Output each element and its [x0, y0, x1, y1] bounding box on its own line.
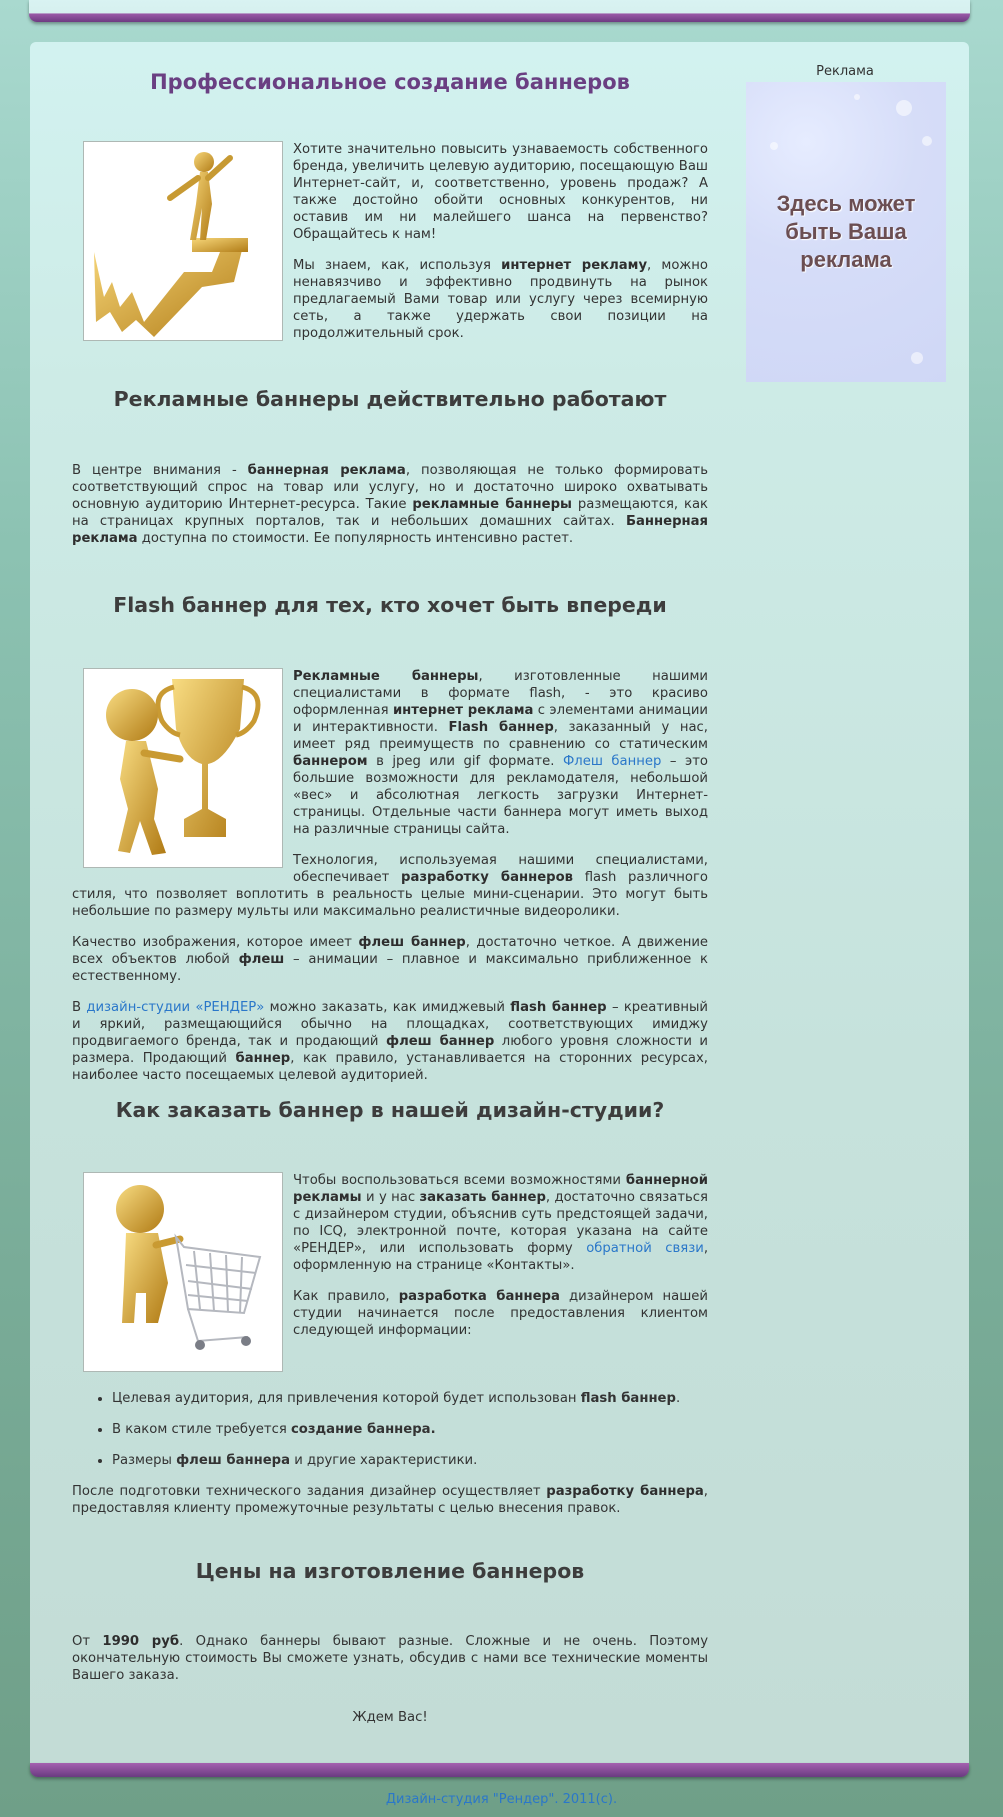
prices-paragraph: От 1990 руб. Однако баннеры бывают разные. Сложные и не очень. Поэтому окончательную стоимость Вы сможете узнать, обсудив с нами все технические моменты Вашего заказа.	[72, 1634, 708, 1683]
intro-paragraph-2: Мы знаем, как, используя интернет рекламу, можно ненавязчиво и эффективно продвинуть на рынок предлагаемый Вами товар или услугу через всемирную сеть, а также удержать свои позиции на продолжительный срок.	[293, 258, 708, 341]
order-paragraph-2: Как правило, разработка баннера дизайнером нашей студии начинается после предоставления клиентом следующей информации:	[293, 1289, 708, 1338]
list-item: • Целевая аудитория, для привлечения которой будет использован flash баннер.	[112, 1390, 708, 1407]
feedback-link[interactable]: обратной связи	[586, 1241, 704, 1256]
section-heading-order: Как заказать баннер в нашей дизайн-студии?	[115, 1098, 665, 1122]
order-list-block	[72, 1390, 708, 1531]
flash-banner-link[interactable]: Флеш баннер	[562, 754, 662, 769]
flash-paragraph-2: Технология, используемая нашими специалистами, обеспечивает разработку баннеров flash различного стиля, что позволяет воплотить в реальность целые мини-сценарии. Это могут быть небольшие по размеру мульты или максимально реалистичные видеоролики.	[72, 853, 708, 919]
flash-paragraph-4: В дизайн-студии «РЕНДЕР» можно заказать, как имиджевый flash баннер – креативный и яркий, размещающийся обычно на площадках, соответствующих имиджу продвигаемого бренда, так и продающий флеш баннер любого уровня сложности и размера. Продающий баннер, как правило, устанавливается на сторонних ресурсах, наиболее часто посещаемых целевой аудиторией.	[72, 1000, 709, 1083]
bubble-decoration	[770, 142, 778, 150]
bubble-decoration	[854, 94, 860, 100]
gold-figure-trophy-image	[83, 668, 283, 868]
flash-paragraph-3: Качество изображения, которое имеет флеш баннер, достаточно четкое. А движение всех объектов любой флеш – анимации – плавное и максимально приближенное к естественному.	[72, 935, 708, 984]
section-order	[72, 1172, 708, 1378]
sidebar-title: Реклама	[816, 64, 874, 79]
section-banners-work	[72, 462, 708, 561]
ad-banner[interactable]	[746, 82, 946, 382]
banners-work-paragraph: В центре внимания - баннерная реклама, позволяющая не только формировать соответствующий спрос на товар или услугу, но и достаточно широко охватывать основную аудиторию Интернет-ресурса. Такие рекламные баннеры размещаются, как на страницах крупных порталов, так и небольших домашних сайтах. Баннерная реклама доступна по стоимости. Ее популярность интенсивно растет.	[72, 463, 709, 546]
order-paragraph-3: После подготовки технического задания дизайнер осуществляет разработку баннера, предоставляя клиенту промежуточные результаты с целью внесения правок.	[72, 1484, 708, 1516]
requirements-list	[72, 1390, 708, 1469]
order-paragraph-1: Чтобы воспользоваться всеми возможностями баннерной рекламы и у нас заказать баннер, достаточно связаться с дизайнером студии, объяснив суть предстоящей задачи, по ICQ, электронной почте, которая указана на сайте «РЕНДЕР», или использовать форму обратной связи, оформленную на странице «Контакты».	[293, 1173, 709, 1273]
intro-block	[72, 141, 708, 356]
section-heading-flash: Flash баннер для тех, кто хочет быть впереди	[113, 593, 667, 617]
section-heading-prices: Цены на изготовление баннеров	[195, 1559, 585, 1583]
intro-paragraph-1: Хотите значительно повысить узнаваемость собственного бренда, увеличить целевую аудиторию, посещающую Ваш Интернет-сайт, и, соответственно, уровень продаж? А также достойно обойти основных конкурентов, ни оставив им ни малейшего шанса на первенство? Обращайтесь к нам!	[293, 142, 708, 242]
bottom-bar	[30, 1763, 969, 1777]
bubble-decoration	[911, 352, 923, 364]
top-bar	[29, 0, 970, 22]
gold-figure-arrow-image	[83, 141, 283, 341]
ad-text: Здесь может быть Ваша реклама	[776, 191, 916, 272]
list-item: • В каком стиле требуется создание баннера.	[112, 1421, 708, 1438]
main-content	[72, 62, 709, 1725]
footer-copyright-link[interactable]: Дизайн-студия "Рендер". 2011(с).	[385, 1792, 618, 1807]
section-flash	[72, 668, 708, 1098]
closing-text: Ждем Вас!	[352, 1710, 428, 1725]
bubble-decoration	[896, 100, 912, 116]
bubble-decoration	[922, 136, 932, 146]
render-studio-link[interactable]: дизайн-студии «РЕНДЕР»	[86, 1000, 265, 1015]
section-prices	[72, 1633, 708, 1698]
section-heading-banners-work: Рекламные баннеры действительно работают	[113, 387, 667, 411]
list-item: • Размеры флеш баннера и другие характеристики.	[112, 1452, 708, 1469]
page-title: Профессиональное создание баннеров	[150, 70, 630, 94]
gold-figure-cart-image	[83, 1172, 283, 1372]
flash-paragraph-1: Рекламные баннеры, изготовленные нашими специалистами в формате flash, - это красиво оформленная интернет реклама с элементами анимации и интерактивности. Flash баннер, заказанный у нас, имеет ряд преимуществ по сравнению со статическим баннером в jpeg или gif формате. Флеш баннер – это большие возможности для рекламодателя, небольшой «вес» и абсолютная легкость загрузки Интернет-страницы. Отдельные части баннера могут иметь выход на различные страницы сайта.	[293, 669, 708, 837]
